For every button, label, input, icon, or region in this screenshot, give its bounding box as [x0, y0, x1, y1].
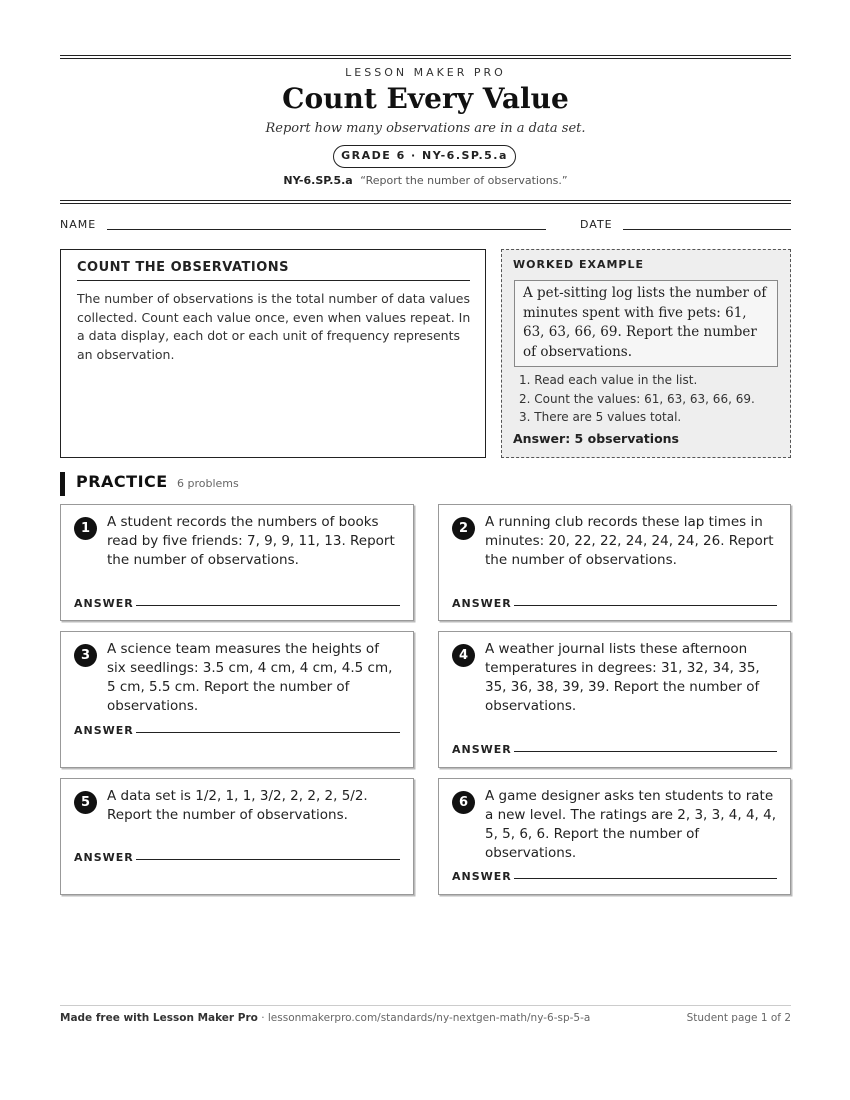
grade-badge: GRADE 6 · NY-6.SP.5.a [333, 145, 516, 168]
worksheet-page [60, 0, 791, 1100]
answer-label: ANSWER [452, 870, 512, 883]
footer-credit [60, 1012, 590, 1024]
problem-text: A game designer asks ten students to rate a new level. The ratings are 2, 3, 3, 4, 4, 4, 5, 5, 6, 6. Report the number of observations. [485, 788, 777, 861]
problem-card-5 [60, 778, 414, 895]
problem-number-badge: 1 [74, 517, 97, 540]
problem-number-badge: 3 [74, 644, 97, 667]
date-field[interactable] [623, 229, 791, 230]
standard-line [60, 174, 791, 187]
footer-page-number: Student page 1 of 2 [686, 1012, 791, 1024]
concept-box [60, 249, 486, 458]
problem-card-6 [438, 778, 791, 895]
problem-card-4 [438, 631, 791, 768]
problem-number-badge: 6 [452, 791, 475, 814]
worked-example-box [501, 249, 791, 458]
worked-example-answer: Answer: 5 observations [513, 431, 679, 446]
worked-example-step: 3. There are 5 values total. [519, 410, 682, 424]
top-double-rule [60, 55, 791, 59]
worked-example-problem: A pet-sitting log lists the number of minutes spent with five pets: 61, 63, 63, 66, 69. Report the number of observations. [514, 280, 778, 367]
answer-line[interactable] [136, 605, 400, 606]
problem-card-2 [438, 504, 791, 621]
footer-url[interactable]: · lessonmakerpro.com/standards/ny-nextgen-math/ny-6-sp-5-a [257, 1012, 591, 1024]
practice-heading: PRACTICE [76, 472, 168, 491]
answer-line[interactable] [514, 878, 777, 879]
page-title: Count Every Value [282, 82, 569, 115]
practice-accent-bar [60, 472, 65, 496]
answer-label: ANSWER [74, 597, 134, 610]
answer-line[interactable] [136, 732, 400, 733]
problem-number-badge: 4 [452, 644, 475, 667]
problem-text: A running club records these lap times in minutes: 20, 22, 22, 24, 24, 24, 26. Report the number of observations. [485, 514, 774, 568]
answer-line[interactable] [514, 605, 777, 606]
problem-text: A student records the numbers of books read by five friends: 7, 9, 9, 11, 13. Report the number of observations. [107, 514, 395, 568]
footer-made-with: Made free with Lesson Maker Pro [60, 1012, 258, 1024]
date-label: DATE [580, 218, 613, 231]
footer-rule [60, 1005, 791, 1006]
answer-label: ANSWER [74, 724, 134, 737]
header-bottom-rule [60, 200, 791, 204]
problem-text: A weather journal lists these afternoon temperatures in degrees: 31, 32, 34, 35, 35, 36, 38, 39, 39. Report the number of observations. [485, 641, 760, 714]
problem-card-1 [60, 504, 414, 621]
answer-label: ANSWER [74, 851, 134, 864]
problem-number-badge: 2 [452, 517, 475, 540]
standard-text: “Report the number of observations.” [360, 174, 568, 187]
answer-line[interactable] [514, 751, 777, 752]
problem-text: A data set is 1/2, 1, 1, 3/2, 2, 2, 2, 5/2. Report the number of observations. [107, 788, 368, 823]
worked-example-heading: WORKED EXAMPLE [513, 258, 644, 271]
worked-example-step: 2. Count the values: 61, 63, 63, 66, 69. [519, 391, 755, 406]
brand-name: LESSON MAKER PRO [345, 66, 506, 79]
worked-example-steps [519, 371, 787, 427]
answer-label: ANSWER [452, 743, 512, 756]
concept-body: The number of observations is the total number of data values collected. Count each value once, even when values repeat. In a data display, each dot or each unit of frequency represents an observation. [77, 291, 471, 362]
standard-code: NY-6.SP.5.a [283, 174, 353, 187]
problem-text: A science team measures the heights of six seedlings: 3.5 cm, 4 cm, 4 cm, 4.5 cm, 5 cm, 5.5 cm. Report the number of observations. [107, 641, 393, 714]
answer-line[interactable] [136, 859, 400, 860]
page-subtitle: Report how many observations are in a data set. [265, 121, 586, 136]
name-field[interactable] [107, 229, 546, 230]
answer-label: ANSWER [452, 597, 512, 610]
problem-card-3 [60, 631, 414, 768]
concept-heading: COUNT THE OBSERVATIONS [77, 260, 470, 281]
name-label: NAME [60, 218, 97, 231]
practice-count: 6 problems [177, 477, 239, 490]
problem-number-badge: 5 [74, 791, 97, 814]
worked-example-step: 1. Read each value in the list. [519, 373, 698, 387]
